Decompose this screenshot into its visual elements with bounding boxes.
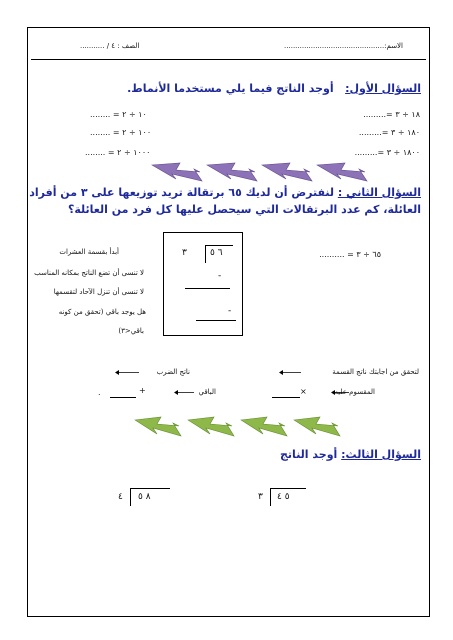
- arrow-left-icon: [114, 368, 140, 377]
- problem-a-dividend: ٥ ٤: [277, 492, 290, 502]
- hint-2: لا تنسى أن تضع الناتج بمكانه المناسب: [34, 269, 144, 277]
- problem-a-bracket-vertical: [270, 488, 271, 506]
- subtraction-line-1: [185, 288, 230, 289]
- plus-sign: +: [139, 386, 146, 395]
- remainder-label: الباقي: [198, 388, 216, 396]
- hint-5: باقي<٣): [118, 327, 144, 335]
- arrow-left-icon: [278, 368, 302, 377]
- division-bracket-top: [205, 245, 233, 246]
- lightning-arrow-icon: [207, 163, 257, 181]
- divisor-label: المقسوم عليه: [334, 388, 375, 396]
- arrow-left-icon: [330, 388, 350, 397]
- question-3-label: السؤال الثالث:: [341, 448, 421, 461]
- lightning-arrow-icon: [262, 163, 312, 181]
- q1-problem-right-2: ١٨٠ ÷ ٣ =.........: [358, 128, 420, 137]
- lightning-arrow-icon: [188, 417, 234, 436]
- question-1-label: السؤال الأول:: [345, 82, 421, 95]
- q1-problem-right-3: ١٨٠٠ ÷ ٣ =.........: [354, 148, 420, 157]
- lightning-arrow-icon: [317, 163, 367, 181]
- question-2-prompt-1: لنفترض أن لديك ٦٥ برتقالة تريد توزيعها على ٣ من أفراد: [29, 186, 334, 199]
- q1-problem-left-3: ١٠٠٠ ÷ ٢ = ........: [85, 148, 151, 157]
- division-dividend: ٦ ٥: [210, 248, 223, 258]
- plus-answer-line: [110, 397, 136, 398]
- question-1-prompt: أوجد الناتج فيما يلي مستخدما الأنماط.: [127, 82, 334, 95]
- question-2-prompt-2: العائلة، كم عدد البرتقالات التي سيحصل عليها كل فرد من العائلة؟: [67, 203, 421, 216]
- question-3-heading: [280, 448, 421, 461]
- question-2-line-1: [29, 186, 421, 199]
- question-1-heading: [127, 82, 421, 95]
- lightning-arrow-icon: [152, 163, 202, 181]
- hint-3: لا تنسى أن تنزل الآحاد لتقسمها: [53, 288, 144, 296]
- grade-line: الصف : ٤ / ...........: [80, 42, 140, 50]
- problem-b-bracket-top: [130, 488, 170, 489]
- multiply-answer-line: [272, 397, 300, 398]
- product-label: ناتج الضرب: [156, 368, 190, 376]
- lightning-arrow-icon: [241, 417, 287, 436]
- question-3-prompt: أوجد الناتج: [280, 448, 338, 461]
- hint-4: هل يوجد باقي (تحقق من كونه: [58, 308, 146, 316]
- trailing-dot: .: [98, 388, 101, 397]
- header-divider: [31, 59, 426, 60]
- division-divisor: ٣: [182, 248, 187, 258]
- student-name-line: الاسم:.............................................: [284, 42, 403, 50]
- check-title: لتحقق من اجابتك ناتج القسمة: [332, 368, 419, 376]
- times-sign: ×: [300, 387, 307, 396]
- problem-b-dividend: ٨ ٥: [138, 492, 151, 502]
- problem-b-divisor: ٤: [118, 492, 123, 502]
- subtraction-line-2: [196, 320, 236, 321]
- q2-equation: ٦٥ ÷ ٣ = ..........: [319, 250, 381, 259]
- problem-b-bracket-vertical: [130, 488, 131, 506]
- lightning-arrow-icon: [135, 417, 181, 436]
- division-bracket-vertical: [205, 245, 206, 263]
- problem-a-divisor: ٣: [258, 492, 263, 502]
- green-arrow-decor-row: [133, 414, 343, 440]
- problem-a-bracket-top: [270, 488, 306, 489]
- subtract-sign-2: -: [228, 306, 232, 316]
- q1-problem-left-2: ١٠٠ ÷ ٢ = ........: [90, 128, 152, 137]
- q1-problem-right-1: ١٨ ÷ ٣ =.........: [363, 110, 420, 119]
- q1-problem-left-1: ١٠ ÷ ٢ = ........: [90, 110, 147, 119]
- question-2-label: السؤال الثاني :: [337, 186, 421, 199]
- arrow-left-icon: [173, 388, 195, 397]
- hint-1: أبدأ بقسمة العشرات: [59, 248, 119, 256]
- lightning-arrow-icon: [294, 417, 340, 436]
- purple-arrow-decor-row: [150, 161, 375, 185]
- subtract-sign-1: -: [218, 271, 222, 281]
